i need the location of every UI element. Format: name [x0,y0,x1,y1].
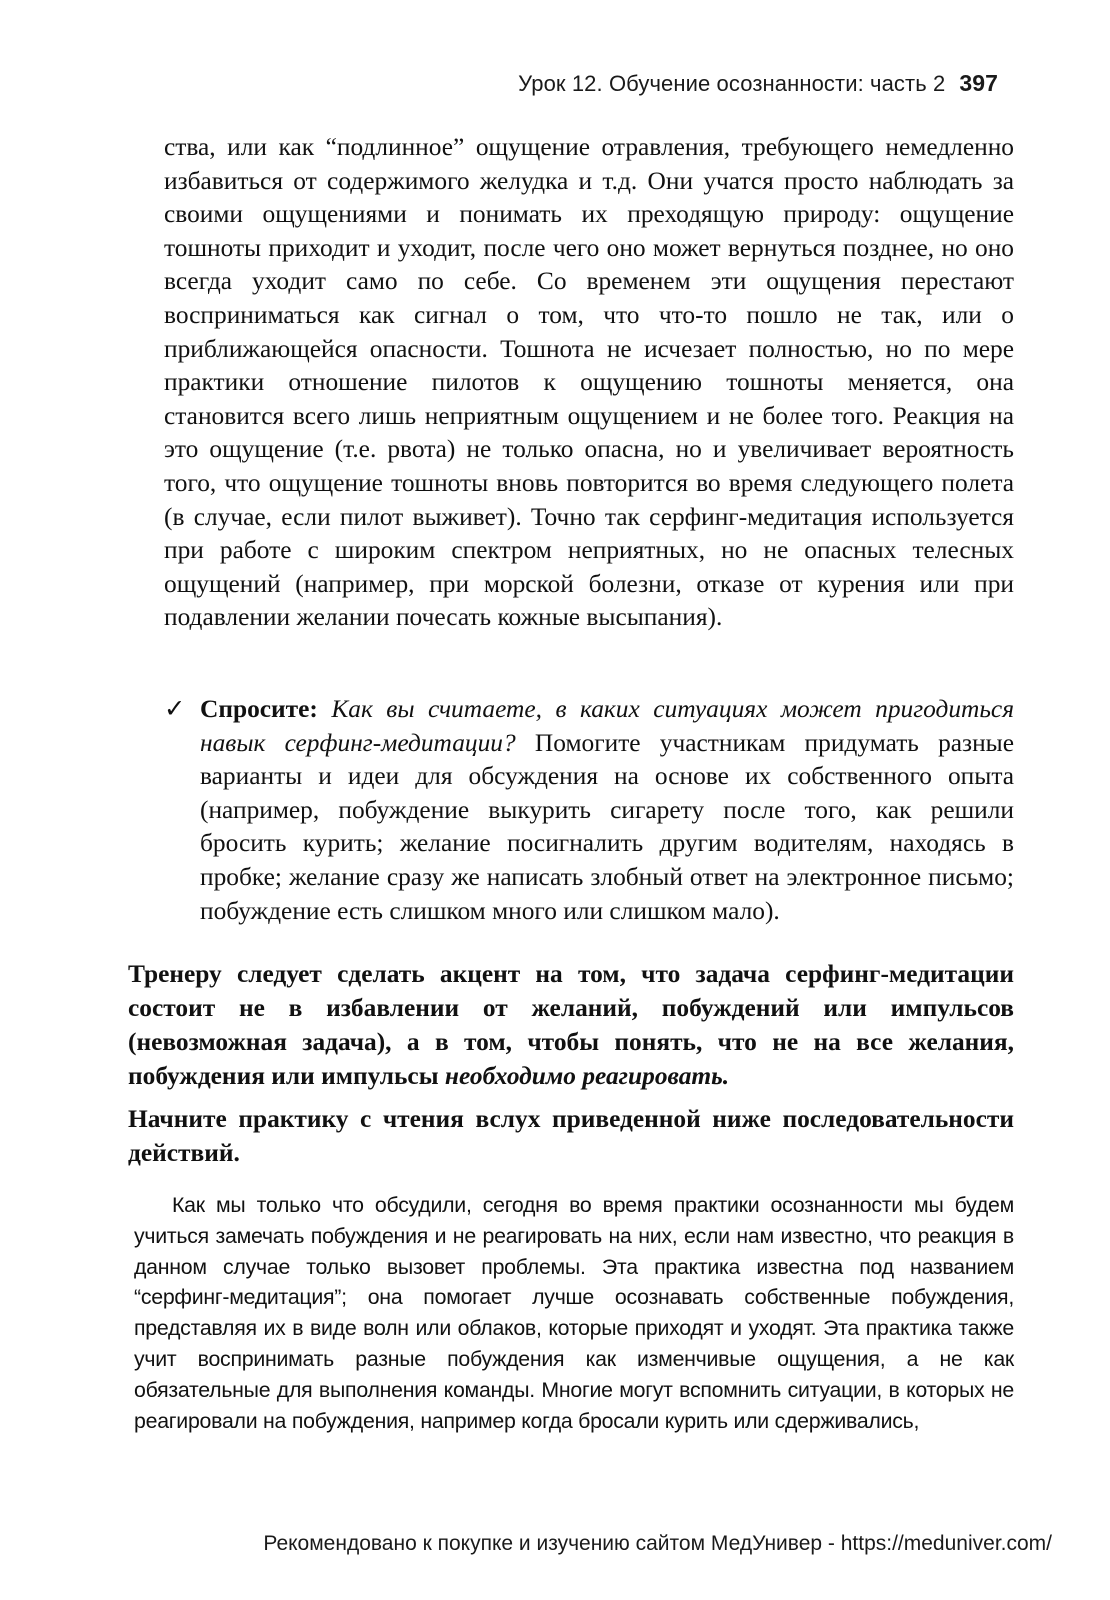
running-header [518,70,998,97]
checkmark-icon: ✓ [164,695,186,723]
ask-question: Как вы считаете, в каких ситуациях может пригодиться навык серфинг-медитации? [200,695,1014,757]
practice-script: Как мы только что обсудили, сегодня во время практики осознанности мы будем учиться замечать побуждения и не реагировать на них, если нам известно, что реакция в данном случае только вызовет проблемы. Эта практика известна под названием “серфинг-медитация”; она помогает лучше осознавать собственные побуждения, представляя их в виде волн или облаков, которые приходят и уходят. Эта практика также учит воспринимать разные побуждения как изменчивые ощущения, а не как обязательные для выполнения команды. Многие могут вспомнить ситуации, в которых не реагировали на побуждения, например когда бросали курить или сдерживались, [134,1193,1014,1433]
ask-instructions: Помогите участникам придумать разные варианты и идеи для обсуждения на основе их собственного опыта (например, побуждение выкурить сигарету после того, как решили бросить курить; желание посигналить другим водителям, находясь в пробке; желание сразу же написать злобный ответ на электронное письмо; побуждение есть слишком много или слишком мало). [200,728,1014,925]
instruction-paragraph: Начните практику с чтения вслух приведенной ниже последовательности действий. [128,1105,1014,1167]
chapter-title: Урок 12. Обучение осознанности: часть 2 [518,71,946,96]
trainer-note-text: Тренеру следует сделать акцент на том, что задача серфинг-медитации состоит не в избавлении от желаний, побуждений или импульсов (невозможная задача), а в том, чтобы понять, что не на все желания, побуждения или импульсы [128,960,1014,1090]
page-number: 397 [959,70,998,96]
body-paragraph: ства, или как “подлинное” ощущение отравления, требующего немедленно избавиться от содержимого желудка и т.д. Они учатся просто наблюдать за своими ощущениями и понимать их преходящую природу: ощущение тошноты приходит и уходит, после чего оно может вернуться позднее, но оно всегда уходит само по себе. Со временем эти ощущения перестают восприниматься как сигнал о том, что что-то пошло не так, или о приближающейся опасности. Тошнота не исчезает полностью, но по мере практики отношение пилотов к ощущению тошноты меняется, она становится всего лишь неприятным ощущением и не более того. Реакция на это ощущение (т.е. рвота) не только опасна, но и увеличивает вероятность того, что ощущение тошноты вновь повторится во время следующего полета (в случае, если пилот выживет). Точно так серфинг-медитация используется при работе с широким спектром неприятных, но не опасных телесных ощущений (например, при морской болезни, отказе от курения или при подавлении желании почесать кожные высыпания). [164,133,1014,632]
trainer-note-emphasis: необходимо реагировать. [444,1062,730,1090]
footer-recommendation: Рекомендовано к покупке и изучению сайтом МедУнивер - https://meduniver.com/ [263,1532,1052,1555]
ask-label: Спросите: [200,695,318,723]
checklist-item-content [200,693,1014,928]
trainer-note [128,957,1014,1093]
checklist-item [164,693,1014,928]
